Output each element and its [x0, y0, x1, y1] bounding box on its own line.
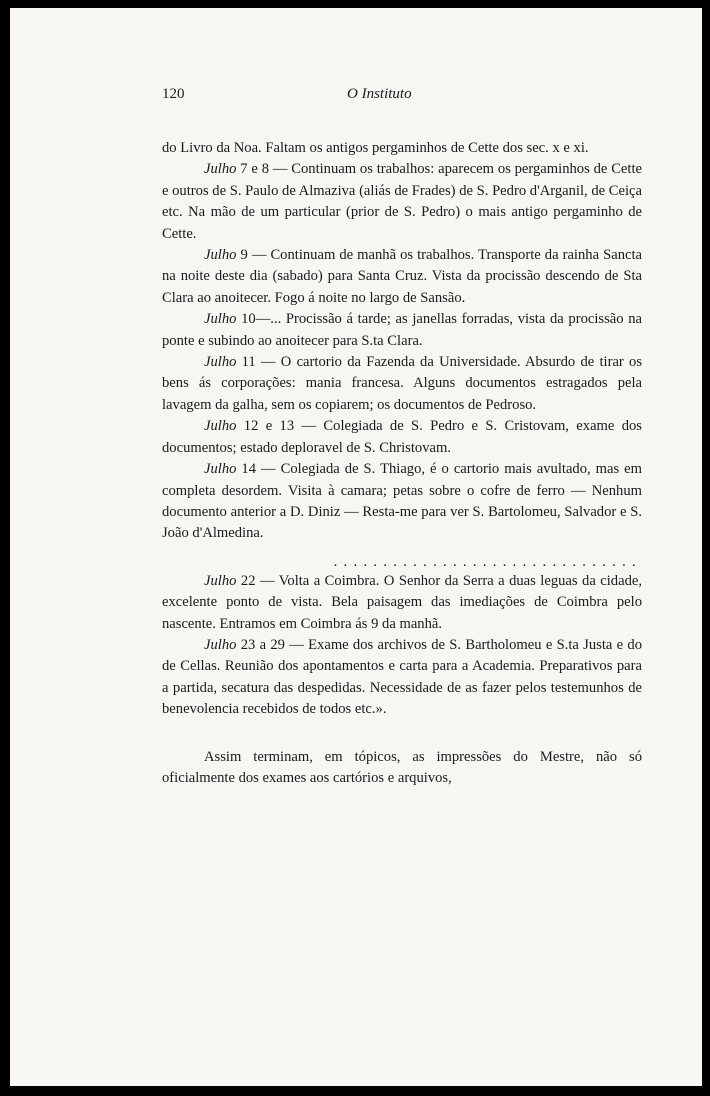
- entry-date: Julho: [204, 461, 237, 478]
- diary-entry: [162, 159, 642, 245]
- closing-paragraph: Assim terminam, em tópicos, as impressões do Mestre, não só oficialmente dos exames aos cartórios e arquivos,: [162, 748, 642, 786]
- diary-entry: [162, 245, 642, 309]
- page-number: 120: [162, 86, 185, 102]
- running-title: O Instituto: [347, 86, 412, 102]
- page-header: [162, 86, 642, 110]
- entry-date: Julho: [204, 636, 237, 653]
- body-text: [162, 138, 642, 789]
- diary-entry: [162, 352, 642, 416]
- opening-paragraph: do Livro da Noa. Faltam os antigos pergaminhos de Cette dos sec. x e xi.: [162, 140, 589, 156]
- entry-text: 14 — Colegiada de S. Thiago, é o cartorio mais avultado, mas em completa desordem. Visita à camara; petas sobre o cofre de ferro — Nenhum documento anterior a D. Diniz — Resta-me para ver S. Bartolomeu, Salvador e S. João d'Almedina.: [162, 461, 642, 542]
- entry-date: Julho: [204, 572, 237, 589]
- entry-text: 9 — Continuam de manhã os trabalhos. Transporte da rainha Sancta na noite deste dia (sabado) para Santa Cruz. Vista da procissão descendo de Sta Clara ao anoitecer. Fogo á noite no largo de Sansão.: [162, 247, 642, 306]
- entry-date: Julho: [204, 161, 237, 178]
- entry-date: Julho: [204, 418, 237, 435]
- entry-text: 12 e 13 — Colegiada de S. Pedro e S. Cristovam, exame dos documentos; estado deploravel de S. Christovam.: [162, 418, 642, 456]
- entry-text: 11 — O cartorio da Fazenda da Universidade. Absurdo de tirar os bens ás corporações: mania francesa. Alguns documentos estragados pela lavagem da galha, sem os copiarem; os documentos de Pedroso.: [162, 354, 642, 413]
- entry-date: Julho: [204, 247, 237, 264]
- entry-date: Julho: [204, 354, 237, 371]
- entry-text: 22 — Volta a Coimbra. O Senhor da Serra a duas leguas da cidade, excelente ponto de vista. Bela paisagem das imediações de Coimbra pelo nascente. Entramos em Coimbra ás 9 da manhã.: [162, 572, 642, 632]
- diary-entry: [162, 571, 642, 635]
- entry-text: 23 a 29 — Exame dos archivos de S. Bartholomeu e S.ta Justa e do de Cellas. Reunião dos apontamentos e carta para a Academia. Preparativos para a partida, secatura das despedidas. Necessidade de as fazer pelos testemunhos de benevolencia recebidos de todos etc.».: [162, 636, 642, 718]
- entry-date: Julho: [204, 311, 237, 328]
- entry-text: 7 e 8 — Continuam os trabalhos: aparecem os pergaminhos de Cette e outros de S. Paulo de Almaziva (aliás de Frades) de S. Pedro d'Arganil, de Ceiça etc. Na mão de um particular (prior de S. Pedro) o mais antigo pergaminho de Cette.: [162, 161, 642, 242]
- diary-entry: [162, 459, 642, 545]
- diary-entry: [162, 309, 642, 352]
- section-separator: ...............................: [333, 554, 642, 569]
- diary-entry: [162, 635, 642, 721]
- entry-text: 10—... Procissão á tarde; as janellas forradas, vista da procissão na ponte e subindo ao anoitecer para S.ta Clara.: [162, 311, 642, 349]
- diary-entry: [162, 416, 642, 459]
